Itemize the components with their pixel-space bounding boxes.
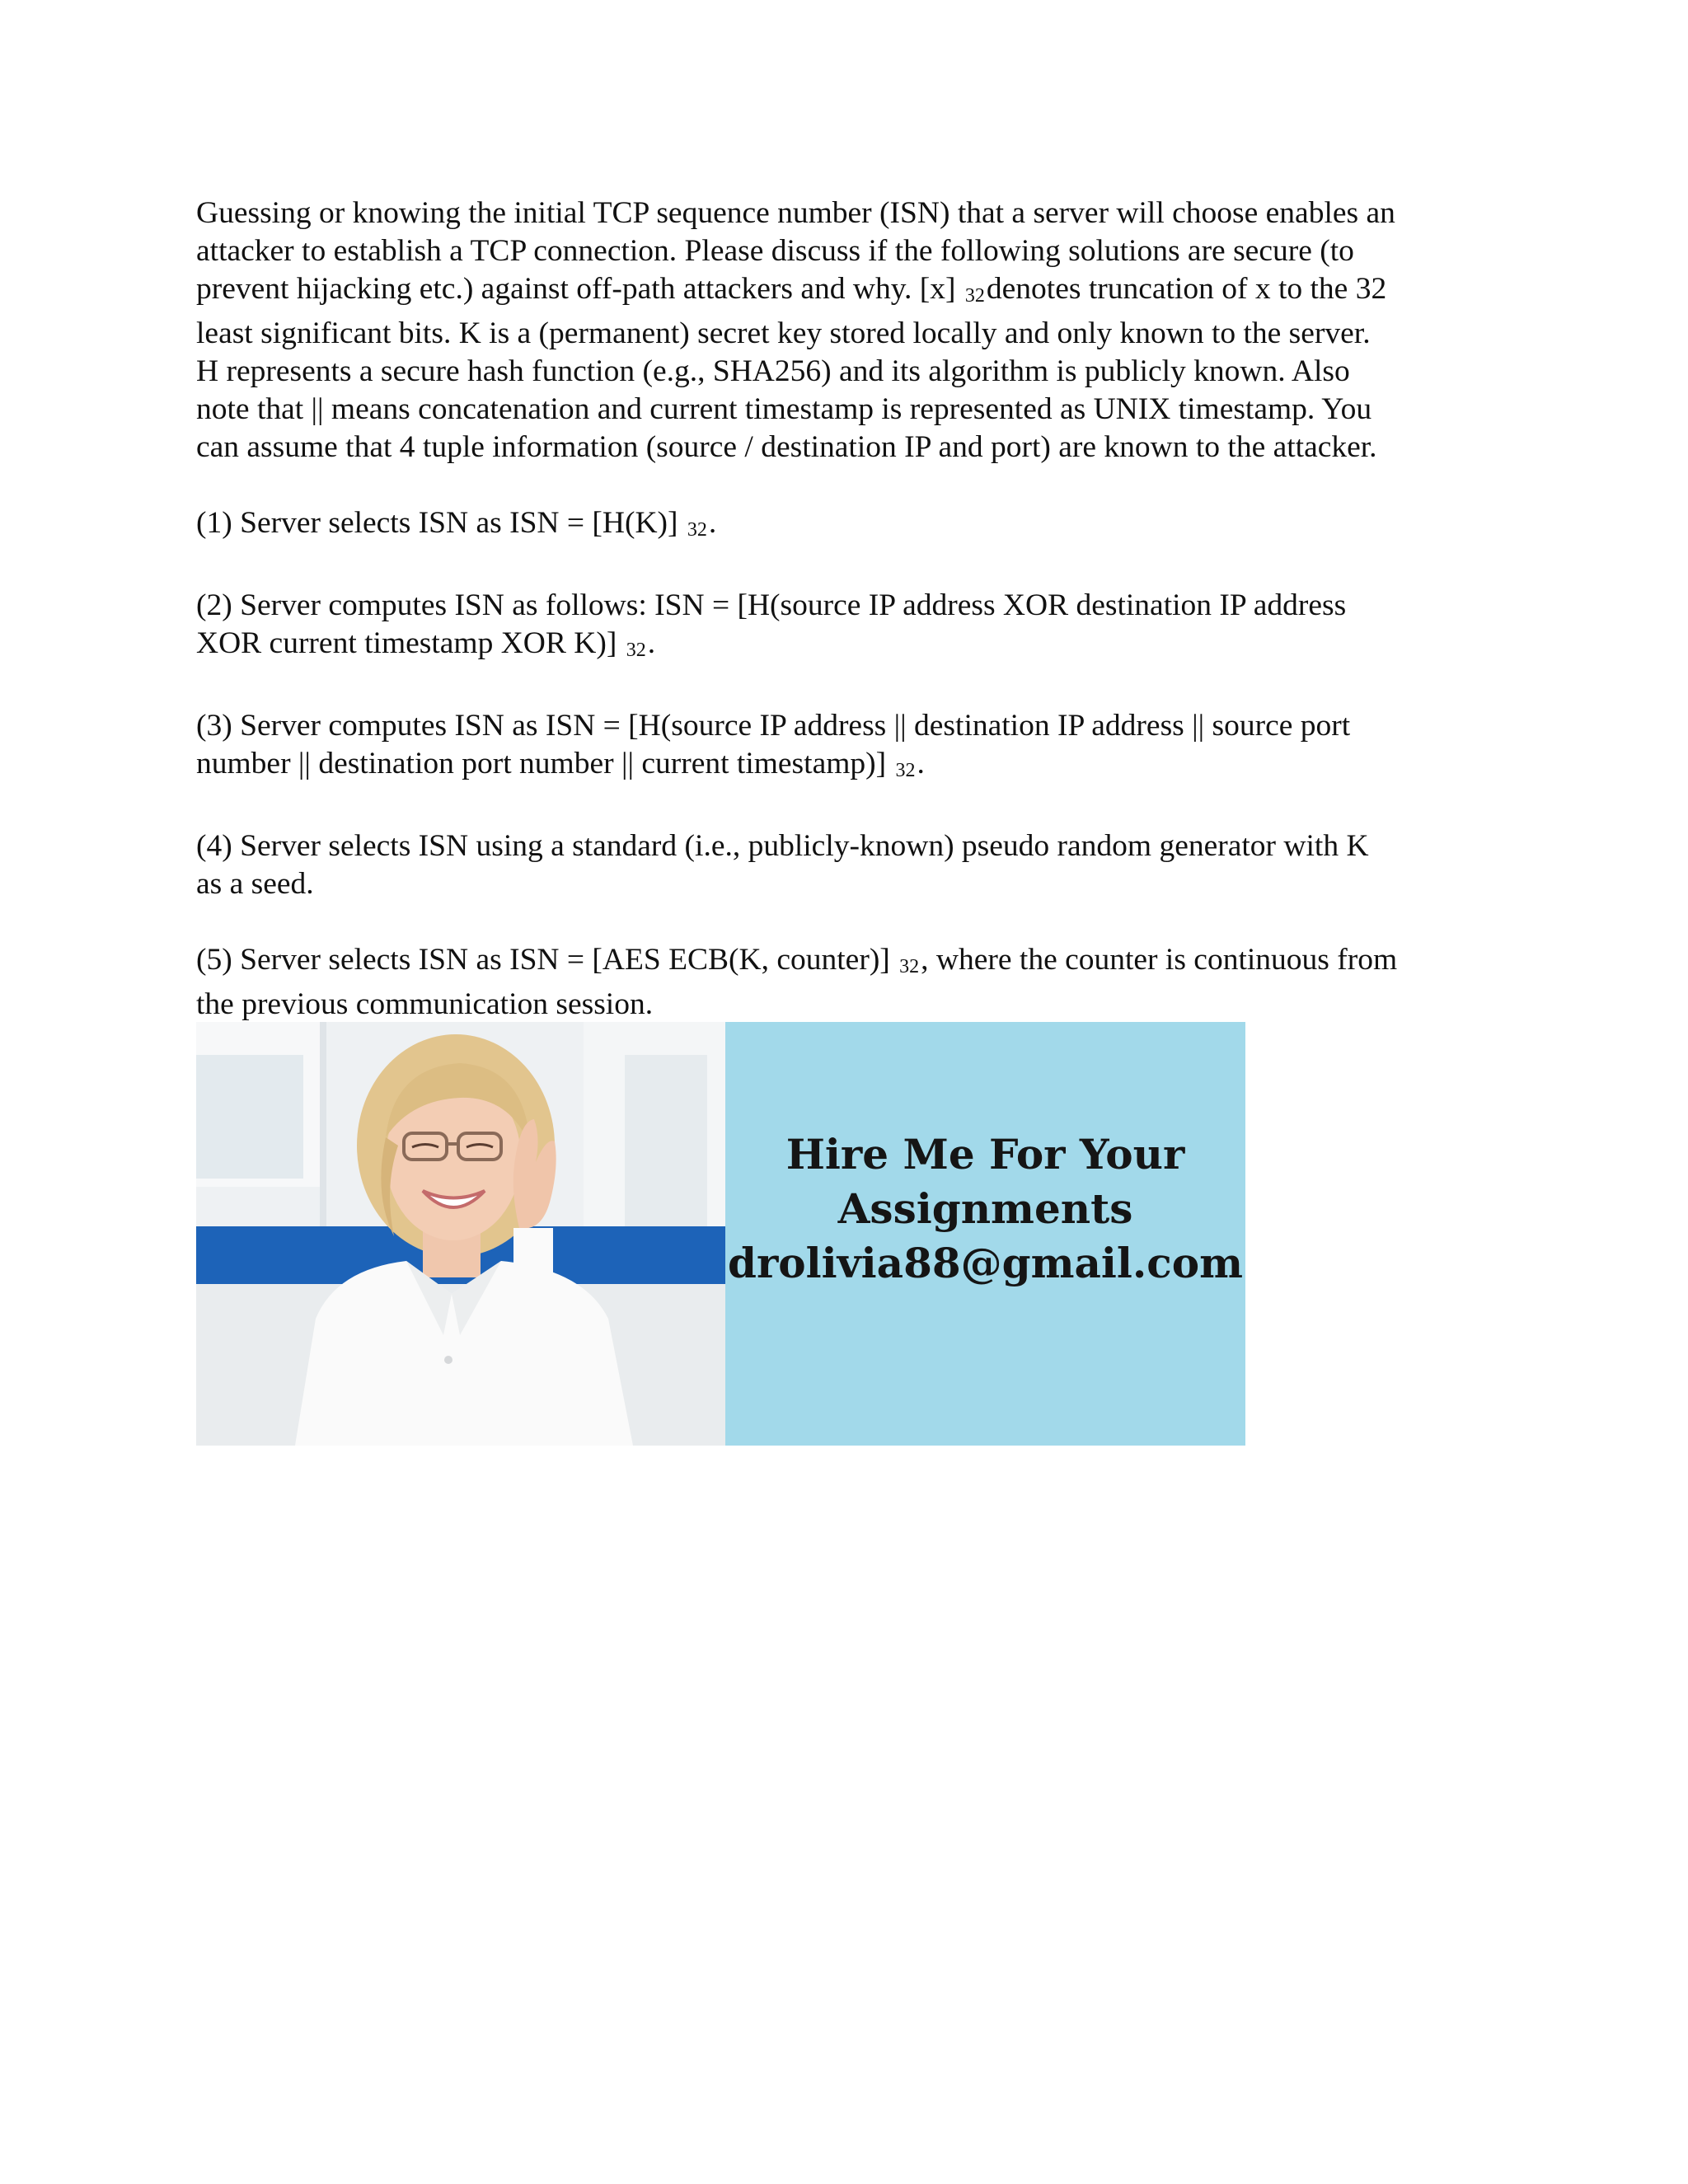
intro-paragraph — [196, 194, 1515, 466]
item-1 — [196, 504, 1515, 549]
item-line: (4) Server selects ISN using a standard (i.e., publicly-known) pseudo random generator with K — [196, 829, 1369, 863]
intro-line-text: denotes truncation of x to the 32 — [986, 272, 1387, 306]
item-line — [196, 941, 1515, 986]
item-5 — [196, 941, 1515, 1024]
intro-line-text: prevent hijacking etc.) against off-path attackers and why. [x] — [196, 272, 956, 306]
item-line: (2) Server computes ISN as follows: ISN = [H(source IP address XOR destination IP address — [196, 588, 1347, 622]
item-text: XOR current timestamp XOR K)] — [196, 626, 617, 660]
item-line: the previous communication session. — [196, 987, 654, 1021]
smiling-woman-photo-icon — [196, 1022, 725, 1446]
promo-email[interactable]: drolivia88@gmail.com — [727, 1239, 1244, 1287]
item-line — [196, 504, 1515, 549]
hire-me-banner[interactable] — [196, 1022, 1245, 1446]
promo-text — [725, 1127, 1245, 1291]
item-text: number || destination port number || current timestamp)] — [196, 747, 887, 780]
item-3 — [196, 707, 1515, 790]
intro-line: can assume that 4 tuple information (source / destination IP and port) are known to the attacker. — [196, 430, 1377, 464]
intro-line: Guessing or knowing the initial TCP sequence number (ISN) that a server will choose enables an — [196, 196, 1395, 230]
item-4 — [196, 827, 1515, 903]
item-2 — [196, 587, 1515, 669]
subscript: 32 — [895, 760, 916, 781]
item-line: as a seed. — [196, 867, 314, 901]
item-text: . — [708, 506, 717, 540]
subscript: 32 — [626, 640, 646, 661]
item-text: (5) Server selects ISN as ISN = [AES ECB(K, counter)] — [196, 943, 890, 977]
item-text: , where the counter is continuous from — [921, 943, 1398, 977]
item-line — [196, 625, 1515, 669]
item-text: . — [647, 626, 656, 660]
subscript: 32 — [687, 519, 707, 541]
intro-line: attacker to establish a TCP connection. Please discuss if the following solutions are secure (to — [196, 234, 1354, 268]
subscript: 32 — [899, 956, 920, 977]
question-text — [196, 194, 1515, 1062]
intro-line: least significant bits. K is a (permanent) secret key stored locally and only known to the server. — [196, 316, 1371, 350]
subscript: 32 — [964, 285, 985, 307]
item-line — [196, 745, 1515, 790]
promo-panel — [725, 1022, 1245, 1446]
item-text: (1) Server selects ISN as ISN = [H(K)] — [196, 506, 678, 540]
intro-line — [196, 270, 1515, 315]
item-line: (3) Server computes ISN as ISN = [H(source IP address || destination IP address || source port — [196, 709, 1351, 743]
item-text: . — [917, 747, 925, 780]
intro-line: note that || means concatenation and current timestamp is represented as UNIX timestamp. You — [196, 392, 1372, 426]
promo-line: Hire Me For Your — [785, 1130, 1185, 1179]
promo-line: Assignments — [837, 1184, 1133, 1233]
intro-line: H represents a secure hash function (e.g., SHA256) and its algorithm is publicly known. Also — [196, 354, 1350, 388]
